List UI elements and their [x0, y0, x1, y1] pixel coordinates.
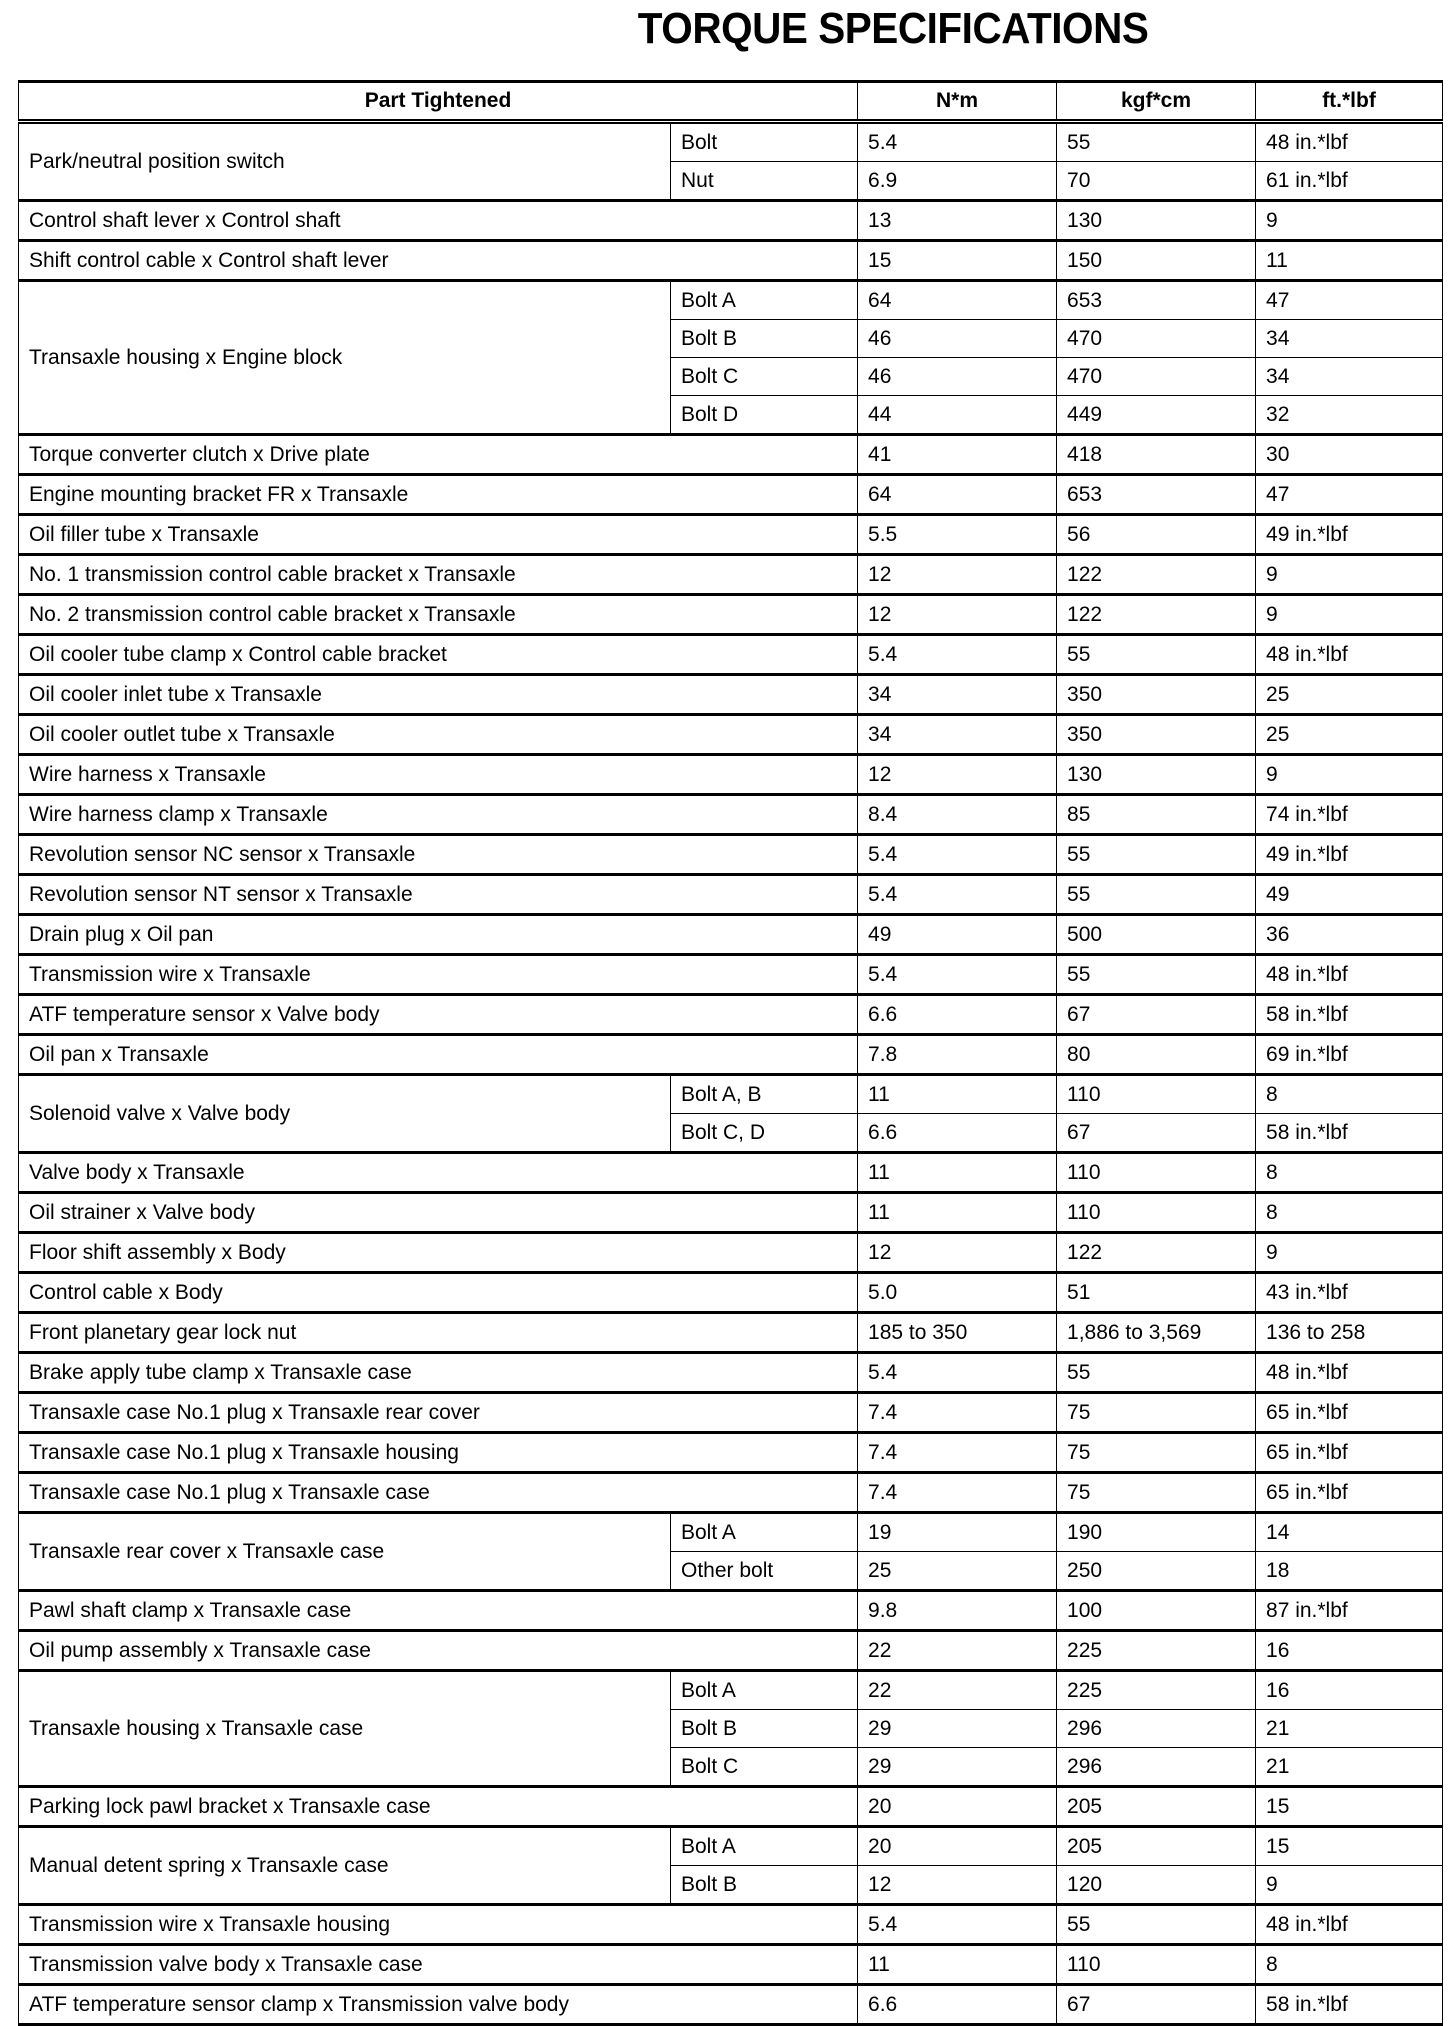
table-row: [19, 1671, 1443, 1710]
nm-cell: 6.6: [858, 1985, 1057, 2025]
kgf-cell: 55: [1057, 875, 1256, 915]
nm-cell: 34: [858, 715, 1057, 755]
kgf-cell: 296: [1057, 1710, 1256, 1748]
table-body: [19, 122, 1443, 2025]
part-cell: Valve body x Transaxle: [19, 1153, 858, 1193]
ft-cell: 9: [1256, 1233, 1443, 1273]
ft-cell: 36: [1256, 915, 1443, 955]
part-cell: Transaxle housing x Engine block: [19, 281, 671, 435]
nm-cell: 5.4: [858, 875, 1057, 915]
kgf-cell: 110: [1057, 1945, 1256, 1985]
ft-cell: 9: [1256, 1866, 1443, 1905]
kgf-cell: 67: [1057, 1985, 1256, 2025]
part-cell: Control cable x Body: [19, 1273, 858, 1313]
ft-cell: 48 in.*lbf: [1256, 955, 1443, 995]
nm-cell: 5.0: [858, 1273, 1057, 1313]
ft-cell: 61 in.*lbf: [1256, 162, 1443, 201]
sub-part-cell: Bolt C: [671, 1748, 858, 1787]
kgf-cell: 190: [1057, 1513, 1256, 1552]
kgf-cell: 122: [1057, 595, 1256, 635]
kgf-cell: 56: [1057, 515, 1256, 555]
kgf-cell: 350: [1057, 675, 1256, 715]
sub-part-cell: Bolt A, B: [671, 1075, 858, 1114]
ft-cell: 49 in.*lbf: [1256, 515, 1443, 555]
part-cell: Oil strainer x Valve body: [19, 1193, 858, 1233]
table-header-row: [19, 82, 1443, 122]
part-cell: Transmission wire x Transaxle housing: [19, 1905, 858, 1945]
sub-part-cell: Bolt B: [671, 1710, 858, 1748]
nm-cell: 185 to 350: [858, 1313, 1057, 1353]
sub-part-cell: Bolt C: [671, 358, 858, 396]
ft-cell: 8: [1256, 1945, 1443, 1985]
nm-cell: 46: [858, 358, 1057, 396]
table-row: [19, 1985, 1443, 2025]
part-cell: Oil cooler inlet tube x Transaxle: [19, 675, 858, 715]
part-cell: Transaxle rear cover x Transaxle case: [19, 1513, 671, 1591]
ft-cell: 47: [1256, 475, 1443, 515]
table-row: [19, 122, 1443, 162]
part-cell: Revolution sensor NT sensor x Transaxle: [19, 875, 858, 915]
table-row: [19, 1193, 1443, 1233]
nm-cell: 13: [858, 201, 1057, 241]
ft-cell: 48 in.*lbf: [1256, 122, 1443, 162]
table-row: [19, 1473, 1443, 1513]
ft-cell: 49: [1256, 875, 1443, 915]
kgf-cell: 500: [1057, 915, 1256, 955]
table-row: [19, 281, 1443, 320]
table-row: [19, 1075, 1443, 1114]
part-cell: ATF temperature sensor clamp x Transmission valve body: [19, 1985, 858, 2025]
table-row: [19, 1905, 1443, 1945]
nm-cell: 7.4: [858, 1473, 1057, 1513]
part-cell: Brake apply tube clamp x Transaxle case: [19, 1353, 858, 1393]
kgf-cell: 225: [1057, 1671, 1256, 1710]
nm-cell: 5.4: [858, 1353, 1057, 1393]
sub-part-cell: Bolt: [671, 122, 858, 162]
kgf-cell: 130: [1057, 755, 1256, 795]
ft-cell: 58 in.*lbf: [1256, 1985, 1443, 2025]
nm-cell: 5.4: [858, 835, 1057, 875]
part-cell: Engine mounting bracket FR x Transaxle: [19, 475, 858, 515]
sub-part-cell: Nut: [671, 162, 858, 201]
table-row: [19, 995, 1443, 1035]
kgf-cell: 122: [1057, 555, 1256, 595]
ft-cell: 14: [1256, 1513, 1443, 1552]
table-row: [19, 915, 1443, 955]
sub-part-cell: Other bolt: [671, 1552, 858, 1591]
nm-cell: 49: [858, 915, 1057, 955]
ft-cell: 43 in.*lbf: [1256, 1273, 1443, 1313]
sub-part-cell: Bolt A: [671, 1827, 858, 1866]
table-row: [19, 675, 1443, 715]
kgf-cell: 350: [1057, 715, 1256, 755]
kgf-cell: 130: [1057, 201, 1256, 241]
nm-cell: 34: [858, 675, 1057, 715]
kgf-cell: 205: [1057, 1827, 1256, 1866]
kgf-cell: 1,886 to 3,569: [1057, 1313, 1256, 1353]
part-cell: Manual detent spring x Transaxle case: [19, 1827, 671, 1905]
ft-cell: 25: [1256, 715, 1443, 755]
part-cell: Shift control cable x Control shaft lever: [19, 241, 858, 281]
table-row: [19, 1393, 1443, 1433]
part-cell: Revolution sensor NC sensor x Transaxle: [19, 835, 858, 875]
table-row: [19, 1945, 1443, 1985]
ft-cell: 8: [1256, 1075, 1443, 1114]
nm-cell: 20: [858, 1787, 1057, 1827]
kgf-cell: 449: [1057, 396, 1256, 435]
kgf-cell: 205: [1057, 1787, 1256, 1827]
nm-cell: 64: [858, 281, 1057, 320]
part-cell: Torque converter clutch x Drive plate: [19, 435, 858, 475]
kgf-cell: 110: [1057, 1193, 1256, 1233]
part-cell: Transmission wire x Transaxle: [19, 955, 858, 995]
kgf-cell: 75: [1057, 1393, 1256, 1433]
part-cell: Pawl shaft clamp x Transaxle case: [19, 1591, 858, 1631]
nm-cell: 5.4: [858, 955, 1057, 995]
nm-cell: 12: [858, 755, 1057, 795]
nm-cell: 5.5: [858, 515, 1057, 555]
nm-cell: 22: [858, 1631, 1057, 1671]
nm-cell: 20: [858, 1827, 1057, 1866]
table-row: [19, 201, 1443, 241]
nm-cell: 12: [858, 555, 1057, 595]
ft-cell: 9: [1256, 201, 1443, 241]
kgf-cell: 653: [1057, 281, 1256, 320]
nm-cell: 7.8: [858, 1035, 1057, 1075]
sub-part-cell: Bolt C, D: [671, 1114, 858, 1153]
kgf-cell: 296: [1057, 1748, 1256, 1787]
table-row: [19, 875, 1443, 915]
table-row: [19, 515, 1443, 555]
part-cell: Transaxle case No.1 plug x Transaxle case: [19, 1473, 858, 1513]
nm-cell: 29: [858, 1710, 1057, 1748]
header-ft-lbf: ft.*lbf: [1256, 82, 1443, 122]
part-cell: Front planetary gear lock nut: [19, 1313, 858, 1353]
part-cell: Oil cooler outlet tube x Transaxle: [19, 715, 858, 755]
nm-cell: 5.4: [858, 635, 1057, 675]
nm-cell: 22: [858, 1671, 1057, 1710]
kgf-cell: 55: [1057, 635, 1256, 675]
ft-cell: 32: [1256, 396, 1443, 435]
header-part-tightened: Part Tightened: [19, 82, 858, 122]
ft-cell: 49 in.*lbf: [1256, 835, 1443, 875]
ft-cell: 15: [1256, 1827, 1443, 1866]
table-row: [19, 955, 1443, 995]
table-row: [19, 835, 1443, 875]
part-cell: Transmission valve body x Transaxle case: [19, 1945, 858, 1985]
ft-cell: 48 in.*lbf: [1256, 1353, 1443, 1393]
sub-part-cell: Bolt A: [671, 1671, 858, 1710]
nm-cell: 12: [858, 1233, 1057, 1273]
kgf-cell: 110: [1057, 1153, 1256, 1193]
nm-cell: 15: [858, 241, 1057, 281]
part-cell: Transaxle case No.1 plug x Transaxle housing: [19, 1433, 858, 1473]
part-cell: No. 1 transmission control cable bracket x Transaxle: [19, 555, 858, 595]
table-row: [19, 1035, 1443, 1075]
table-row: [19, 755, 1443, 795]
page-title: TORQUE SPECIFICATIONS: [637, 4, 1149, 53]
table-row: [19, 1631, 1443, 1671]
ft-cell: 74 in.*lbf: [1256, 795, 1443, 835]
nm-cell: 29: [858, 1748, 1057, 1787]
ft-cell: 87 in.*lbf: [1256, 1591, 1443, 1631]
kgf-cell: 225: [1057, 1631, 1256, 1671]
nm-cell: 6.6: [858, 1114, 1057, 1153]
nm-cell: 6.9: [858, 162, 1057, 201]
kgf-cell: 110: [1057, 1075, 1256, 1114]
part-cell: Oil filler tube x Transaxle: [19, 515, 858, 555]
header-nm: N*m: [858, 82, 1057, 122]
sub-part-cell: Bolt B: [671, 320, 858, 358]
kgf-cell: 150: [1057, 241, 1256, 281]
sub-part-cell: Bolt A: [671, 281, 858, 320]
ft-cell: 25: [1256, 675, 1443, 715]
nm-cell: 5.4: [858, 1905, 1057, 1945]
nm-cell: 5.4: [858, 122, 1057, 162]
table-row: [19, 241, 1443, 281]
ft-cell: 48 in.*lbf: [1256, 1905, 1443, 1945]
kgf-cell: 653: [1057, 475, 1256, 515]
table-row: [19, 715, 1443, 755]
table-row: [19, 795, 1443, 835]
part-cell: ATF temperature sensor x Valve body: [19, 995, 858, 1035]
nm-cell: 9.8: [858, 1591, 1057, 1631]
kgf-cell: 80: [1057, 1035, 1256, 1075]
kgf-cell: 51: [1057, 1273, 1256, 1313]
kgf-cell: 55: [1057, 122, 1256, 162]
ft-cell: 16: [1256, 1671, 1443, 1710]
sub-part-cell: Bolt A: [671, 1513, 858, 1552]
ft-cell: 9: [1256, 595, 1443, 635]
ft-cell: 9: [1256, 755, 1443, 795]
part-cell: Oil cooler tube clamp x Control cable bracket: [19, 635, 858, 675]
kgf-cell: 100: [1057, 1591, 1256, 1631]
part-cell: Park/neutral position switch: [19, 122, 671, 201]
nm-cell: 46: [858, 320, 1057, 358]
part-cell: Floor shift assembly x Body: [19, 1233, 858, 1273]
ft-cell: 34: [1256, 358, 1443, 396]
nm-cell: 12: [858, 1866, 1057, 1905]
nm-cell: 44: [858, 396, 1057, 435]
table-row: [19, 1827, 1443, 1866]
nm-cell: 11: [858, 1075, 1057, 1114]
nm-cell: 12: [858, 595, 1057, 635]
torque-spec-table: [18, 80, 1443, 2026]
sub-part-cell: Bolt D: [671, 396, 858, 435]
part-cell: Parking lock pawl bracket x Transaxle case: [19, 1787, 858, 1827]
kgf-cell: 55: [1057, 955, 1256, 995]
kgf-cell: 70: [1057, 162, 1256, 201]
part-cell: Control shaft lever x Control shaft: [19, 201, 858, 241]
nm-cell: 11: [858, 1945, 1057, 1985]
part-cell: No. 2 transmission control cable bracket x Transaxle: [19, 595, 858, 635]
table-row: [19, 555, 1443, 595]
kgf-cell: 85: [1057, 795, 1256, 835]
ft-cell: 8: [1256, 1153, 1443, 1193]
table-row: [19, 635, 1443, 675]
ft-cell: 16: [1256, 1631, 1443, 1671]
ft-cell: 15: [1256, 1787, 1443, 1827]
kgf-cell: 75: [1057, 1433, 1256, 1473]
ft-cell: 8: [1256, 1193, 1443, 1233]
ft-cell: 65 in.*lbf: [1256, 1433, 1443, 1473]
table-row: [19, 1273, 1443, 1313]
ft-cell: 30: [1256, 435, 1443, 475]
table-row: [19, 435, 1443, 475]
ft-cell: 65 in.*lbf: [1256, 1393, 1443, 1433]
table-row: [19, 1433, 1443, 1473]
kgf-cell: 418: [1057, 435, 1256, 475]
kgf-cell: 470: [1057, 358, 1256, 396]
table-row: [19, 1513, 1443, 1552]
ft-cell: 21: [1256, 1748, 1443, 1787]
part-cell: Wire harness clamp x Transaxle: [19, 795, 858, 835]
nm-cell: 11: [858, 1193, 1057, 1233]
table-row: [19, 1153, 1443, 1193]
kgf-cell: 250: [1057, 1552, 1256, 1591]
table-row: [19, 475, 1443, 515]
ft-cell: 34: [1256, 320, 1443, 358]
nm-cell: 25: [858, 1552, 1057, 1591]
kgf-cell: 67: [1057, 995, 1256, 1035]
ft-cell: 47: [1256, 281, 1443, 320]
nm-cell: 41: [858, 435, 1057, 475]
table-row: [19, 1233, 1443, 1273]
sub-part-cell: Bolt B: [671, 1866, 858, 1905]
table-row: [19, 1591, 1443, 1631]
kgf-cell: 120: [1057, 1866, 1256, 1905]
table-row: [19, 1313, 1443, 1353]
ft-cell: 58 in.*lbf: [1256, 1114, 1443, 1153]
ft-cell: 21: [1256, 1710, 1443, 1748]
table-row: [19, 595, 1443, 635]
ft-cell: 9: [1256, 555, 1443, 595]
part-cell: Solenoid valve x Valve body: [19, 1075, 671, 1153]
nm-cell: 6.6: [858, 995, 1057, 1035]
ft-cell: 18: [1256, 1552, 1443, 1591]
kgf-cell: 122: [1057, 1233, 1256, 1273]
nm-cell: 19: [858, 1513, 1057, 1552]
nm-cell: 11: [858, 1153, 1057, 1193]
header-kgf-cm: kgf*cm: [1057, 82, 1256, 122]
nm-cell: 64: [858, 475, 1057, 515]
kgf-cell: 55: [1057, 835, 1256, 875]
ft-cell: 11: [1256, 241, 1443, 281]
nm-cell: 7.4: [858, 1433, 1057, 1473]
part-cell: Transaxle housing x Transaxle case: [19, 1671, 671, 1787]
part-cell: Oil pump assembly x Transaxle case: [19, 1631, 858, 1671]
part-cell: Wire harness x Transaxle: [19, 755, 858, 795]
kgf-cell: 67: [1057, 1114, 1256, 1153]
table-row: [19, 1787, 1443, 1827]
part-cell: Oil pan x Transaxle: [19, 1035, 858, 1075]
ft-cell: 136 to 258: [1256, 1313, 1443, 1353]
ft-cell: 48 in.*lbf: [1256, 635, 1443, 675]
part-cell: Transaxle case No.1 plug x Transaxle rear cover: [19, 1393, 858, 1433]
ft-cell: 65 in.*lbf: [1256, 1473, 1443, 1513]
kgf-cell: 470: [1057, 320, 1256, 358]
nm-cell: 7.4: [858, 1393, 1057, 1433]
kgf-cell: 75: [1057, 1473, 1256, 1513]
table-row: [19, 1353, 1443, 1393]
part-cell: Drain plug x Oil pan: [19, 915, 858, 955]
nm-cell: 8.4: [858, 795, 1057, 835]
kgf-cell: 55: [1057, 1353, 1256, 1393]
ft-cell: 69 in.*lbf: [1256, 1035, 1443, 1075]
ft-cell: 58 in.*lbf: [1256, 995, 1443, 1035]
kgf-cell: 55: [1057, 1905, 1256, 1945]
